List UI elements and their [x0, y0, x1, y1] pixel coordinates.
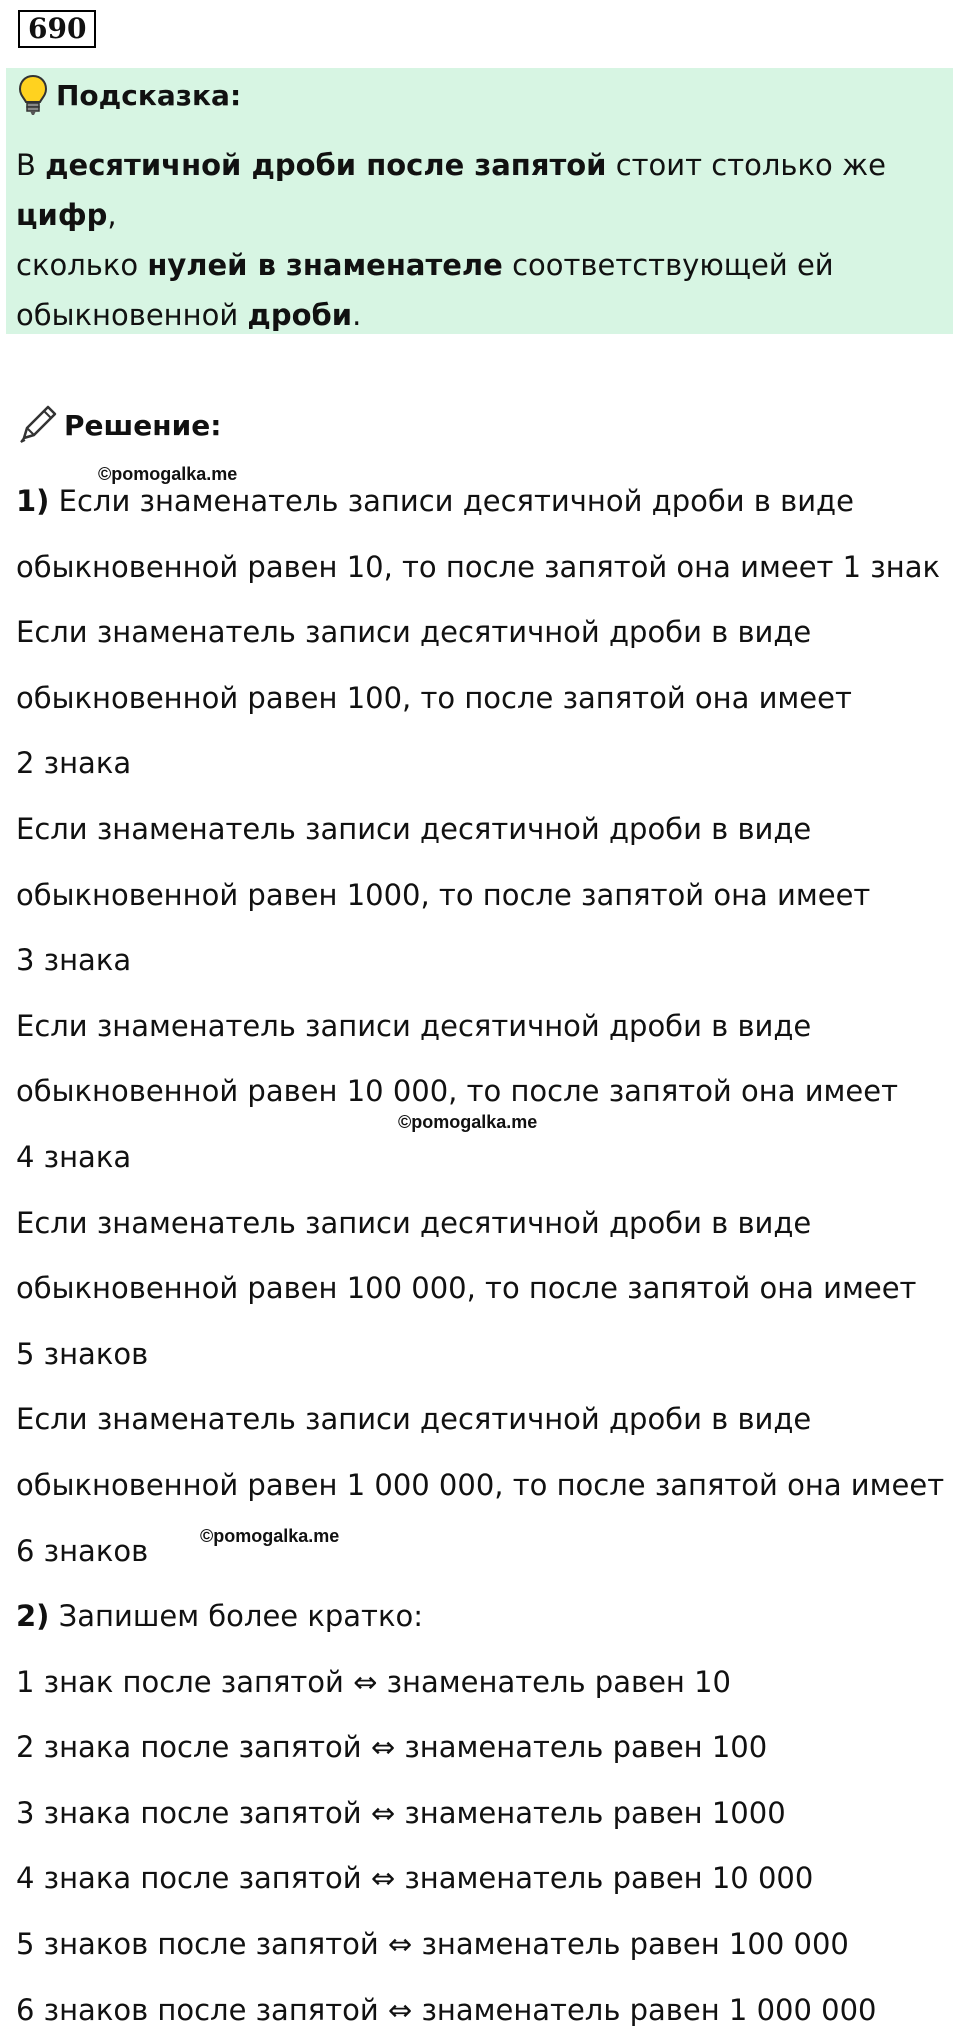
step2-line: 2) Запишем более кратко: [16, 1599, 423, 1634]
solution-line: Если знаменатель записи десятичной дроби в виде [16, 811, 812, 846]
solution-line: 2 знака [16, 746, 132, 781]
solution-line: Если знаменатель записи десятичной дроби в виде [16, 615, 812, 650]
solution-line: 3 знака [16, 943, 132, 978]
summary-line: 6 знаков после запятой ⇔ знаменатель равен 1 000 000 [16, 1992, 877, 2027]
summary-line: 5 знаков после запятой ⇔ знаменатель равен 100 000 [16, 1927, 849, 1962]
solution-line: Если знаменатель записи десятичной дроби в виде [16, 1008, 812, 1043]
watermark: ©pomogalka.me [398, 1112, 538, 1132]
solution-line: обыкновенной равен 100 000, то после запятой она имеет [16, 1271, 917, 1306]
summary-line: 1 знак после запятой ⇔ знаменатель равен 10 [16, 1664, 731, 1699]
solution-line: 5 знаков [16, 1336, 149, 1371]
watermark: ©pomogalka.me [98, 464, 238, 484]
solution-body [16, 469, 951, 2043]
solution-title: Решение: [64, 409, 222, 442]
solution-line: обыкновенной равен 1 000 000, то после запятой она имеет [16, 1467, 945, 1502]
hint-text: В десятичной дроби после запятой стоит столько же цифр, сколько нулей в знаменателе соответствующей ей обыкновенной дроби. [16, 148, 886, 332]
watermark: ©pomogalka.me [200, 1526, 340, 1546]
solution-line: Если знаменатель записи десятичной дроби в виде [16, 1205, 812, 1240]
solution-line: обыкновенной равен 10, то после запятой она имеет 1 знак [16, 549, 940, 584]
solution-line: 1) Если знаменатель записи десятичной дроби в виде [16, 484, 854, 518]
pencil-icon [18, 402, 60, 444]
solution-line: 4 знака [16, 1139, 132, 1174]
summary-line: 3 знака после запятой ⇔ знаменатель равен 1000 [16, 1795, 786, 1830]
hint-title: Подсказка: [56, 79, 242, 112]
task-number: 690 [18, 10, 96, 48]
solution-line: Если знаменатель записи десятичной дроби в виде [16, 1402, 812, 1437]
solution-line: обыкновенной равен 1000, то после запятой она имеет [16, 877, 871, 912]
lightbulb-icon [18, 74, 48, 116]
summary-line: 4 знака после запятой ⇔ знаменатель равен 10 000 [16, 1861, 814, 1896]
summary-line: 2 знака после запятой ⇔ знаменатель равен 100 [16, 1730, 768, 1765]
solution-line: обыкновенной равен 10 000, то после запятой она имеет [16, 1074, 898, 1109]
solution-line: 6 знаков [16, 1533, 149, 1568]
solution-line: обыкновенной равен 100, то после запятой она имеет [16, 680, 852, 715]
